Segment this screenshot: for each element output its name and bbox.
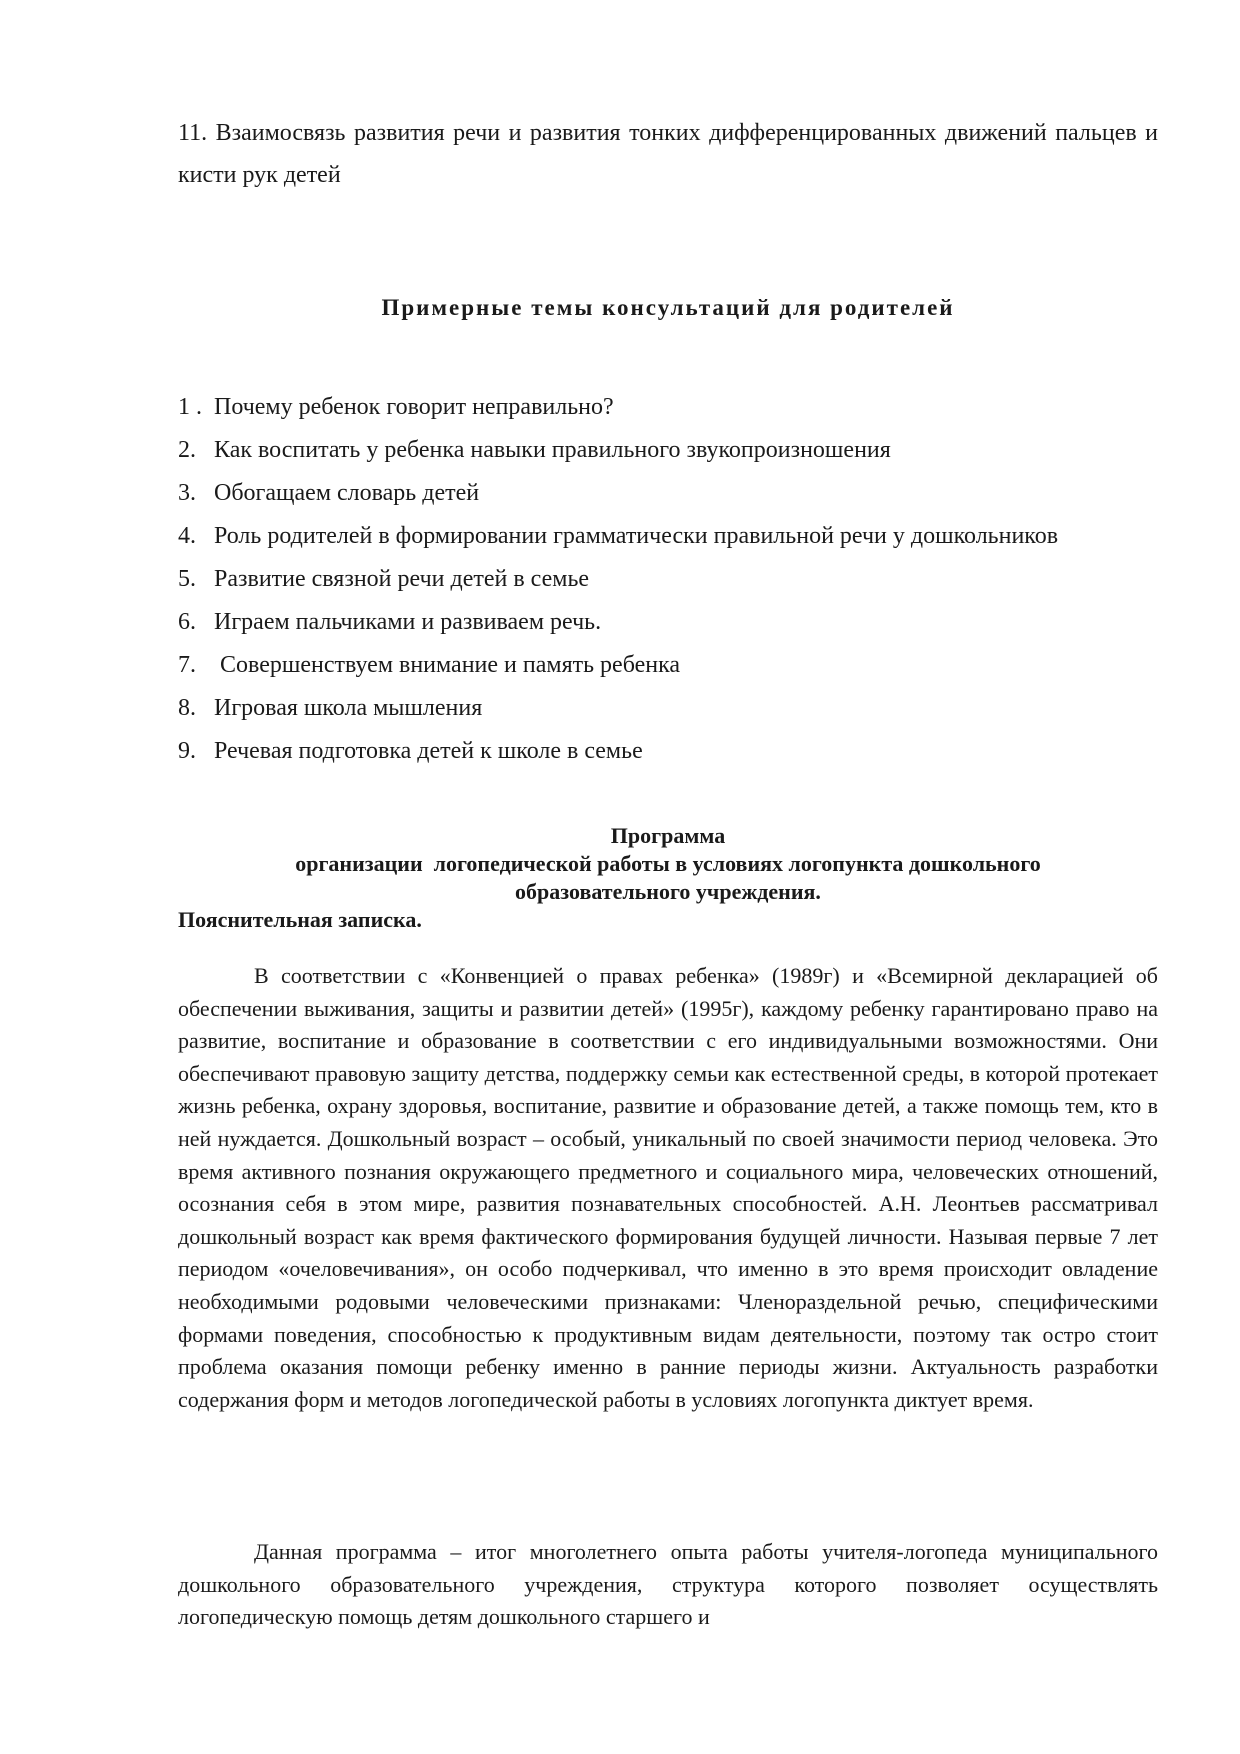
list-item-number: 7.: [178, 652, 196, 678]
list-item-text: Как воспитать у ребенка навыки правильного звукопроизношения: [214, 437, 891, 463]
list-item-text: Речевая подготовка детей к школе в семье: [214, 738, 643, 764]
list-item-number: 9.: [178, 738, 196, 764]
list-item-number: 5.: [178, 566, 196, 592]
list-item-text: Обогащаем словарь детей: [214, 480, 480, 506]
list-item: [178, 472, 1178, 515]
list-item-number: 1 .: [178, 394, 202, 420]
paragraph-2: Данная программа – итог многолетнего опыта работы учителя-логопеда муниципального дошкольного образовательного учреждения, структура которого позволяет осуществлять логопедическую помощь детям дошкольного старшего и: [178, 1539, 1158, 1630]
list-item-text: Почему ребенок говорит неправильно?: [214, 394, 614, 420]
list-item-text: Совершенствуем внимание и память ребенка: [214, 652, 681, 678]
list-item-number: 8.: [178, 695, 196, 721]
list-item: [178, 644, 1178, 687]
consultations-title: Примерные темы консультаций для родителей: [381, 295, 955, 320]
program-heading-line-2: организации логопедической работы в условиях логопункта дошкольного: [295, 851, 1041, 876]
list-item: [178, 386, 1178, 429]
list-item: [178, 429, 1178, 472]
list-item: [178, 515, 1178, 558]
list-item-number: 4.: [178, 523, 196, 549]
list-item-text: Играем пальчиками и развиваем речь.: [214, 609, 602, 635]
list-item-11: 11. Взаимосвязь развития речи и развития тонких дифференцированных движений пальцев и кисти рук детей: [178, 120, 1158, 188]
list-item-text: Развитие связной речи детей в семье: [214, 566, 590, 592]
consultations-list: [178, 386, 1178, 773]
explanatory-note-title: Пояснительная записка.: [178, 907, 422, 932]
program-heading-line-3: образовательного учреждения.: [515, 879, 821, 904]
list-item-number: 2.: [178, 437, 196, 463]
list-item-number: 3.: [178, 480, 196, 506]
list-item: [178, 558, 1178, 601]
list-item-number: 6.: [178, 609, 196, 635]
program-heading-line-1: Программа: [610, 823, 726, 848]
list-item: [178, 687, 1178, 730]
list-item: [178, 730, 1178, 773]
paragraph-1: В соответствии с «Конвенцией о правах ребенка» (1989г) и «Всемирной декларацией об обеспечении выживания, защиты и развитии детей» (1995г), каждому ребенку гарантировано право на развитие, воспитание и образование в соответствии с его индивидуальными возможностями. Они обеспечивают правовую защиту детства, поддержку семьи как естественной среды, в которой протекает жизнь ребенка, охрану здоровья, воспитание, развитие и образование детей, а также помощь тем, кто в ней нуждается. Дошкольный возраст – особый, уникальный по своей значимости период человека. Это время активного познания окружающего предметного и социального мира, человеческих отношений, осознания себя в этом мире, развития познавательных способностей. А.Н. Леонтьев рассматривал дошкольный возраст как время фактического формирования будущей личности. Называя первые 7 лет периодом «очеловечивания», он особо подчеркивал, что именно в это время происходит овладение необходимыми родовыми человеческими признаками: Членораздельной речью, специфическими формами поведения, способностью к продуктивным видам деятельности, поэтому так остро стоит проблема оказания помощи ребенку именно в ранние периоды жизни. Актуальность разработки содержания форм и методов логопедической работы в условиях логопункта диктует время.: [178, 963, 1158, 1412]
program-heading: [178, 822, 1158, 906]
list-item-text: Игровая школа мышления: [214, 695, 483, 721]
list-item-text: Роль родителей в формировании грамматически правильной речи у дошкольников: [214, 523, 1059, 549]
list-item: [178, 601, 1178, 644]
